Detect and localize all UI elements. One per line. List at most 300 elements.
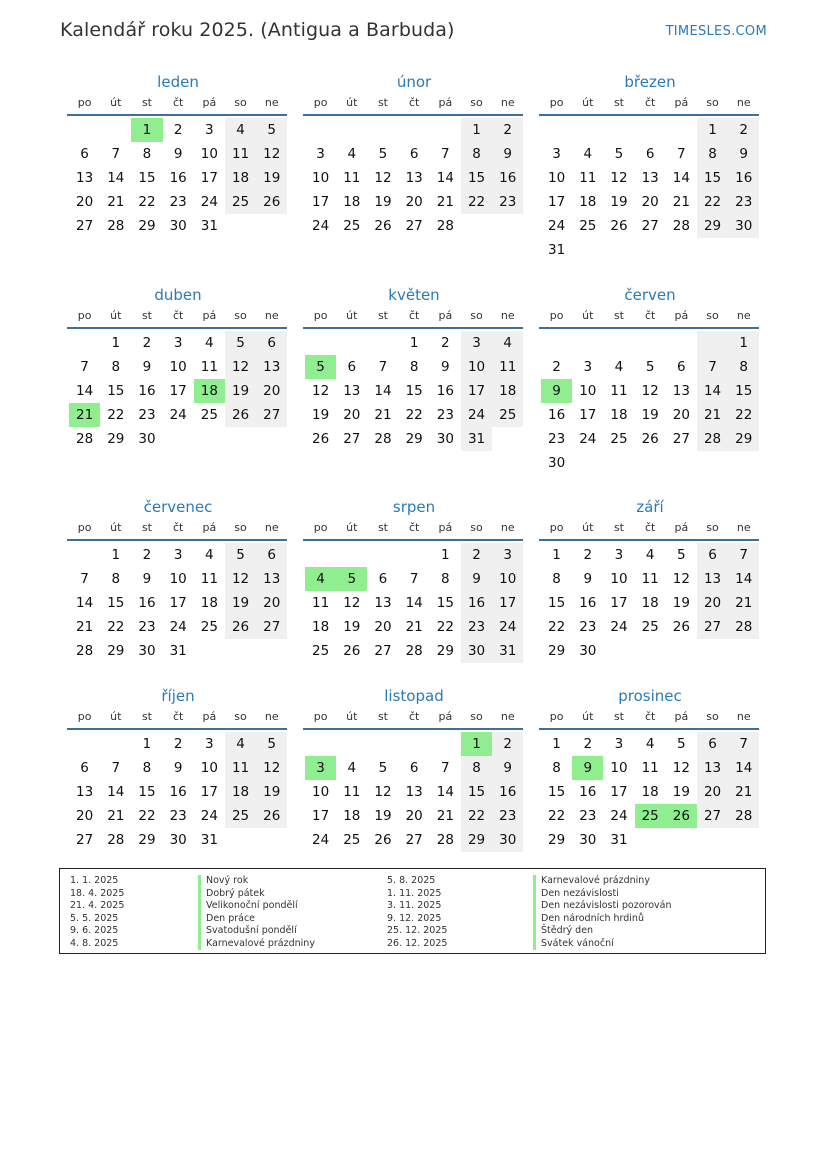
holiday-day-cell: 18 — [194, 379, 225, 403]
day-cell: 26 — [610, 218, 628, 234]
weekday-label: út — [110, 309, 122, 322]
day-cell: 4 — [347, 146, 357, 162]
day-cell: 28 — [107, 218, 125, 234]
legend-names-right — [533, 875, 672, 950]
day-cell: 15 — [697, 166, 728, 190]
day-cell: 5 — [677, 547, 686, 563]
day-cell: 16 — [169, 784, 187, 800]
day-cell: 2 — [492, 118, 523, 142]
day-cell: 16 — [728, 166, 759, 190]
day-cell: 15 — [548, 595, 566, 611]
day-cell: 5 — [378, 760, 388, 776]
day-cell: 30 — [138, 643, 156, 659]
day-cell: 4 — [645, 736, 655, 752]
weekday-label: čt — [644, 521, 656, 534]
day-cell: 8 — [111, 359, 121, 375]
day-cell: 24 — [492, 615, 523, 639]
day-cell: 11 — [225, 142, 256, 166]
weekday-label: čt — [644, 710, 656, 723]
day-cell: 17 — [200, 170, 218, 186]
day-cell: 10 — [169, 571, 187, 587]
month-2 — [303, 70, 525, 238]
header-rule — [67, 539, 287, 541]
weekday-label: pá — [202, 710, 217, 723]
empty-cell — [336, 543, 367, 567]
empty-cell — [635, 118, 666, 142]
legend-holiday-name: Štědrý den — [533, 925, 672, 938]
weekday-label: po — [549, 521, 564, 534]
day-cell: 29 — [138, 218, 156, 234]
day-cell: 8 — [461, 142, 492, 166]
day-cell: 18 — [492, 379, 523, 403]
day-cell: 24 — [169, 407, 187, 423]
day-cell: 8 — [728, 355, 759, 379]
day-cell: 13 — [697, 756, 728, 780]
day-cell: 14 — [107, 170, 125, 186]
day-cell: 9 — [142, 571, 152, 587]
day-cell: 19 — [225, 379, 256, 403]
weekday-label: út — [582, 309, 594, 322]
day-cell: 23 — [579, 808, 597, 824]
day-cell: 19 — [610, 194, 628, 210]
empty-cell — [69, 331, 100, 355]
page-title: Kalendář roku 2025. (Antigua a Barbuda) — [60, 19, 455, 41]
legend-holiday-name: Den národních hrdinů — [533, 913, 672, 926]
day-cell: 22 — [107, 619, 125, 635]
day-cell: 13 — [374, 595, 392, 611]
weekday-header — [69, 307, 289, 325]
weekday-label: pá — [674, 309, 689, 322]
legend-holiday-name: Den nezávislosti — [533, 888, 672, 901]
empty-cell — [305, 543, 336, 567]
day-cell: 23 — [169, 194, 187, 210]
day-cell: 27 — [405, 218, 423, 234]
day-cell: 11 — [200, 359, 218, 375]
header-rule — [303, 327, 523, 329]
day-cell: 21 — [672, 194, 690, 210]
day-cell: 8 — [142, 760, 152, 776]
month-6 — [539, 283, 761, 475]
weekday-label: st — [613, 521, 624, 534]
weekday-label: ne — [736, 96, 751, 109]
day-cell: 25 — [492, 403, 523, 427]
empty-cell — [367, 331, 398, 355]
day-cell: 9 — [492, 142, 523, 166]
legend-date: 5. 8. 2025 — [387, 875, 436, 886]
header-rule — [67, 728, 287, 730]
day-cell: 28 — [436, 832, 454, 848]
weekday-label: po — [549, 309, 564, 322]
empty-cell — [399, 732, 430, 756]
weekday-label: út — [110, 521, 122, 534]
weekday-label: po — [549, 96, 564, 109]
day-cell: 27 — [256, 615, 287, 639]
day-cell: 21 — [76, 619, 94, 635]
holiday-day-cell: 4 — [305, 567, 336, 591]
weekday-header — [305, 708, 525, 726]
month-3 — [539, 70, 761, 262]
day-cell: 24 — [200, 194, 218, 210]
month-name: březen — [624, 73, 676, 91]
day-cell: 21 — [436, 808, 454, 824]
legend-holiday-name: Den nezávislosti pozorován — [533, 900, 672, 913]
day-cell: 8 — [697, 142, 728, 166]
day-cell: 27 — [76, 832, 94, 848]
weekday-label: pá — [674, 521, 689, 534]
header-rule — [539, 728, 759, 730]
weekday-label: st — [613, 96, 624, 109]
day-cell: 1 — [728, 331, 759, 355]
day-cell: 18 — [225, 780, 256, 804]
day-grid — [541, 118, 761, 262]
day-cell: 4 — [492, 331, 523, 355]
day-cell: 12 — [374, 170, 392, 186]
day-cell: 4 — [347, 760, 357, 776]
holiday-day-cell: 1 — [461, 732, 492, 756]
day-cell: 6 — [645, 146, 655, 162]
weekday-label: čt — [408, 309, 420, 322]
day-cell: 8 — [461, 756, 492, 780]
day-cell: 3 — [614, 736, 624, 752]
day-cell: 23 — [492, 804, 523, 828]
day-cell: 17 — [610, 595, 628, 611]
weekday-label: pá — [202, 309, 217, 322]
day-cell: 10 — [169, 359, 187, 375]
day-cell: 17 — [492, 591, 523, 615]
day-cell: 30 — [579, 832, 597, 848]
legend-date: 3. 11. 2025 — [387, 900, 442, 911]
day-cell: 28 — [76, 431, 94, 447]
day-cell: 15 — [548, 784, 566, 800]
legend-date: 21. 4. 2025 — [70, 900, 125, 911]
day-grid — [69, 118, 289, 238]
weekday-header — [69, 94, 289, 112]
day-cell: 9 — [461, 567, 492, 591]
day-cell: 21 — [107, 194, 125, 210]
weekday-label: út — [110, 96, 122, 109]
day-cell: 13 — [76, 170, 94, 186]
day-cell: 8 — [409, 359, 419, 375]
day-cell: 5 — [677, 736, 686, 752]
weekday-label: ne — [736, 309, 751, 322]
day-cell: 22 — [138, 808, 156, 824]
day-cell: 28 — [405, 643, 423, 659]
day-cell: 28 — [728, 804, 759, 828]
day-cell: 17 — [169, 595, 187, 611]
day-cell: 1 — [461, 118, 492, 142]
weekday-label: út — [582, 96, 594, 109]
weekday-label: po — [313, 96, 328, 109]
day-cell: 3 — [205, 736, 214, 752]
day-cell: 14 — [728, 567, 759, 591]
day-cell: 19 — [225, 591, 256, 615]
day-cell: 16 — [169, 170, 187, 186]
day-cell: 21 — [728, 591, 759, 615]
month-name: září — [636, 498, 664, 516]
day-cell: 30 — [461, 639, 492, 663]
day-cell: 18 — [641, 784, 659, 800]
day-cell: 15 — [107, 595, 125, 611]
day-cell: 29 — [405, 431, 423, 447]
header-rule — [303, 728, 523, 730]
day-cell: 30 — [492, 828, 523, 852]
weekday-label: út — [582, 521, 594, 534]
weekday-label: pá — [202, 96, 217, 109]
day-cell: 31 — [200, 218, 218, 234]
holiday-day-cell: 5 — [336, 567, 367, 591]
legend-date: 25. 12. 2025 — [387, 925, 448, 936]
weekday-label: čt — [408, 710, 420, 723]
day-cell: 20 — [405, 194, 423, 210]
empty-cell — [399, 543, 430, 567]
day-cell: 12 — [641, 383, 659, 399]
weekday-label: ne — [264, 521, 279, 534]
day-cell: 31 — [169, 643, 187, 659]
day-cell: 10 — [548, 170, 566, 186]
day-cell: 26 — [225, 615, 256, 639]
weekday-label: čt — [172, 309, 184, 322]
empty-cell — [100, 118, 131, 142]
empty-cell — [572, 118, 603, 142]
day-cell: 3 — [492, 543, 523, 567]
day-cell: 5 — [256, 118, 287, 142]
empty-cell — [697, 331, 728, 355]
day-cell: 19 — [672, 595, 690, 611]
day-cell: 9 — [728, 142, 759, 166]
holiday-day-cell: 9 — [541, 379, 572, 403]
day-cell: 11 — [343, 784, 361, 800]
day-cell: 1 — [552, 547, 561, 563]
day-cell: 6 — [256, 543, 287, 567]
empty-cell — [367, 118, 398, 142]
day-cell: 14 — [405, 595, 423, 611]
day-grid — [541, 331, 761, 475]
month-10 — [67, 684, 289, 852]
day-cell: 25 — [200, 619, 218, 635]
day-cell: 18 — [312, 619, 330, 635]
day-grid — [69, 732, 289, 852]
day-cell: 19 — [256, 166, 287, 190]
month-name: prosinec — [618, 687, 682, 705]
day-cell: 5 — [256, 732, 287, 756]
day-cell: 27 — [256, 403, 287, 427]
day-cell: 27 — [343, 431, 361, 447]
weekday-label: po — [549, 710, 564, 723]
day-cell: 13 — [672, 383, 690, 399]
day-cell: 6 — [80, 146, 89, 162]
day-cell: 17 — [312, 808, 330, 824]
day-cell: 14 — [374, 383, 392, 399]
day-cell: 8 — [552, 760, 561, 776]
day-cell: 25 — [343, 218, 361, 234]
day-cell: 7 — [378, 359, 388, 375]
day-cell: 29 — [436, 643, 454, 659]
day-cell: 28 — [697, 427, 728, 451]
day-cell: 3 — [205, 122, 214, 138]
brand-link[interactable]: TIMESLES.COM — [665, 24, 767, 39]
day-cell: 31 — [461, 427, 492, 451]
weekday-header — [541, 307, 761, 325]
legend-holiday-name: Svatodušní pondělí — [198, 925, 315, 938]
day-cell: 29 — [138, 832, 156, 848]
weekday-label: so — [706, 309, 719, 322]
weekday-label: ne — [264, 309, 279, 322]
day-cell: 13 — [405, 170, 423, 186]
day-cell: 27 — [405, 832, 423, 848]
day-cell: 15 — [461, 780, 492, 804]
day-cell: 16 — [138, 383, 156, 399]
day-cell: 23 — [461, 615, 492, 639]
day-cell: 29 — [548, 832, 566, 848]
day-cell: 16 — [492, 166, 523, 190]
day-cell: 10 — [461, 355, 492, 379]
day-cell: 11 — [641, 760, 659, 776]
day-cell: 3 — [173, 335, 183, 351]
day-cell: 21 — [405, 619, 423, 635]
day-cell: 30 — [169, 218, 187, 234]
weekday-label: st — [377, 96, 388, 109]
day-cell: 29 — [548, 643, 566, 659]
day-cell: 14 — [436, 784, 454, 800]
day-cell: 2 — [552, 359, 561, 375]
day-cell: 6 — [697, 543, 728, 567]
day-cell: 25 — [200, 407, 218, 423]
day-cell: 9 — [142, 359, 152, 375]
day-cell: 13 — [343, 383, 361, 399]
weekday-label: út — [346, 710, 358, 723]
day-cell: 26 — [343, 643, 361, 659]
day-cell: 11 — [312, 595, 330, 611]
day-cell: 3 — [614, 547, 624, 563]
day-cell: 10 — [200, 760, 218, 776]
empty-cell — [666, 118, 697, 142]
day-cell: 23 — [548, 431, 566, 447]
day-cell: 17 — [579, 407, 597, 423]
day-cell: 25 — [225, 190, 256, 214]
month-name: duben — [154, 286, 202, 304]
weekday-label: pá — [674, 710, 689, 723]
day-cell: 13 — [697, 567, 728, 591]
day-cell: 26 — [256, 190, 287, 214]
day-cell: 26 — [256, 804, 287, 828]
day-cell: 31 — [610, 832, 628, 848]
day-cell: 4 — [583, 146, 593, 162]
legend-holiday-name: Velikonoční pondělí — [198, 900, 315, 913]
weekday-label: so — [234, 521, 247, 534]
day-cell: 11 — [641, 571, 659, 587]
weekday-label: so — [234, 309, 247, 322]
day-cell: 11 — [225, 756, 256, 780]
weekday-label: čt — [408, 521, 420, 534]
day-cell: 23 — [579, 619, 597, 635]
legend-holiday-name: Dobrý pátek — [198, 888, 315, 901]
day-cell: 21 — [374, 407, 392, 423]
day-cell: 19 — [343, 619, 361, 635]
day-cell: 8 — [552, 571, 561, 587]
month-name: říjen — [161, 687, 195, 705]
day-cell: 22 — [107, 407, 125, 423]
month-7 — [67, 495, 289, 663]
weekday-label: út — [110, 710, 122, 723]
day-cell: 20 — [256, 591, 287, 615]
weekday-label: pá — [202, 521, 217, 534]
day-cell: 2 — [142, 335, 152, 351]
day-cell: 12 — [225, 567, 256, 591]
day-cell: 23 — [169, 808, 187, 824]
day-cell: 18 — [641, 595, 659, 611]
weekday-label: so — [234, 96, 247, 109]
day-cell: 30 — [138, 431, 156, 447]
month-name: srpen — [392, 498, 436, 516]
day-cell: 24 — [169, 619, 187, 635]
day-cell: 29 — [697, 214, 728, 238]
month-name: leden — [157, 73, 199, 91]
header-rule — [539, 114, 759, 116]
day-cell: 23 — [138, 619, 156, 635]
day-cell: 22 — [461, 190, 492, 214]
day-cell: 7 — [409, 571, 419, 587]
empty-cell — [666, 331, 697, 355]
day-cell: 31 — [200, 832, 218, 848]
weekday-label: čt — [172, 96, 184, 109]
day-grid — [541, 732, 761, 852]
weekday-header — [305, 94, 525, 112]
empty-cell — [69, 118, 100, 142]
day-cell: 27 — [697, 804, 728, 828]
legend-date: 26. 12. 2025 — [387, 937, 448, 949]
day-cell: 10 — [312, 784, 330, 800]
day-cell: 20 — [641, 194, 659, 210]
day-cell: 14 — [107, 784, 125, 800]
day-cell: 20 — [374, 619, 392, 635]
day-cell: 2 — [461, 543, 492, 567]
holiday-day-cell: 25 — [635, 804, 666, 828]
day-cell: 18 — [343, 194, 361, 210]
day-cell: 14 — [672, 170, 690, 186]
day-cell: 24 — [312, 218, 330, 234]
day-cell: 11 — [343, 170, 361, 186]
weekday-label: st — [377, 710, 388, 723]
day-cell: 6 — [677, 359, 686, 375]
day-cell: 4 — [614, 359, 624, 375]
month-name: únor — [396, 73, 432, 91]
weekday-label: po — [77, 521, 92, 534]
day-cell: 30 — [548, 455, 566, 471]
month-name: červenec — [143, 498, 213, 516]
weekday-label: čt — [172, 521, 184, 534]
day-cell: 11 — [610, 383, 628, 399]
day-cell: 13 — [641, 170, 659, 186]
day-cell: 27 — [641, 218, 659, 234]
day-cell: 7 — [441, 146, 450, 162]
day-cell: 25 — [579, 218, 597, 234]
legend-holiday-name: Karnevalové prázdniny — [533, 875, 672, 888]
weekday-header — [541, 94, 761, 112]
day-cell: 5 — [614, 146, 624, 162]
day-cell: 7 — [441, 760, 450, 776]
weekday-label: ne — [264, 96, 279, 109]
day-cell: 20 — [343, 407, 361, 423]
day-cell: 22 — [548, 808, 566, 824]
day-cell: 15 — [436, 595, 454, 611]
day-cell: 27 — [697, 615, 728, 639]
day-cell: 16 — [461, 591, 492, 615]
weekday-label: ne — [500, 96, 515, 109]
day-cell: 30 — [169, 832, 187, 848]
day-cell: 1 — [111, 335, 121, 351]
legend-holiday-name: Karnevalové prázdniny — [198, 938, 315, 951]
day-cell: 21 — [728, 780, 759, 804]
